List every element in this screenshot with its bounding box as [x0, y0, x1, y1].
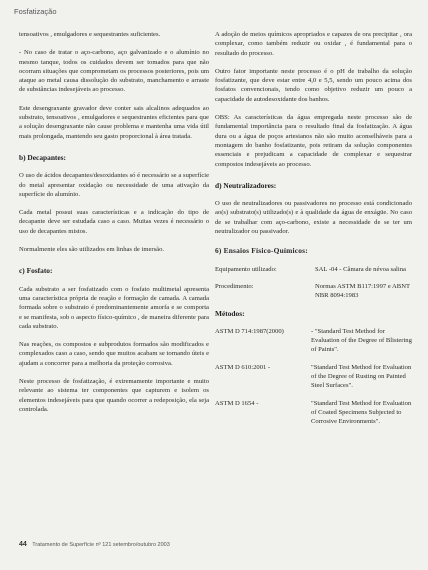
paragraph: A adoção de meios químicos apropriados e capazes de ora precipitar , ora complexar, como também reduzir ou oxidar , é fundamental para o resultado do processo.: [215, 31, 412, 57]
method-description: "Standard Test Method for Evaluation of Coated Specimens Subjected to Corrosive Environments".: [311, 399, 412, 426]
page-number: 44: [19, 541, 27, 548]
paragraph: Cada metal possui suas características e a indicação do tipo de decapante deve ser estudada caso a caso. Muitas vezes é necessário o uso de decapantes mistos.: [19, 209, 209, 235]
journal-citation: Tratamento de Superfície nº 121 setembro/outubro 2003: [32, 542, 170, 548]
paragraph: Normalmente eles são utilizados em linhas de imersão.: [19, 246, 165, 254]
equipment-row: [215, 265, 412, 274]
method-row: [215, 327, 412, 355]
equipment-value: SAL -04 - Câmara de névoa salina: [315, 265, 406, 273]
right-column: [215, 30, 412, 435]
method-row: [215, 399, 412, 427]
paragraph: - No caso de tratar o aço-carbono, aço galvanizado e o alumínio no mesmo tanque, todos os cuidados devem ser tomados para que não ocorram situações que comprometam os processos posteriores, pois um ataque ao metal causa dissolução do substrato, manchamento e arraste de substâncias indesejáveis ao processo.: [19, 49, 209, 94]
method-row: [215, 363, 412, 391]
section-heading-ensaios: 6) Ensaios Físico-Químicos:: [215, 246, 308, 256]
paragraph: Cada substrato a ser fosfatizado com o fosfato multimetal apresenta uma característica própria de reação e formação de camada. A camada formada sobre o substrato é predominantemente amorfa e se comporta e se manifesta, sob o aspecto físico-químico , de maneira diferente para cada substrato.: [19, 285, 209, 330]
paragraph: O uso de ácidos decapantes/desoxidantes só é necessário se a superfície do metal apresentar oxidação ou necessidade de uma ativação da superfície do alumínio.: [19, 172, 209, 198]
paragraph: Nas reações, os compostos e subprodutos formados são modificados e complexados caso a caso, sendo que muitos acabam se tornando úteis e ajudam a concorrer para a melhoria da proteção corrosiva.: [19, 341, 209, 367]
running-head: Fosfatização: [14, 7, 57, 16]
equipment-label: Equipamento utilizado:: [215, 265, 277, 273]
method-description: - "Standard Test Method for Evaluation of the Degree of Blistering of Paints".: [311, 327, 412, 354]
paragraph: O uso de neutralizadores ou passivadores no processo está condicionado ao(s) substrato(s) utilizado(s) e à qualidade da água de enxágüe. No caso de se trabalhar com aço-carbono, existe a necessidade de se ter um neutralizador ou passivador.: [215, 200, 412, 236]
method-description: "Standard Test Method for Evaluation of the Degree of Rusting on Painted Steel Surfaces".: [311, 363, 412, 390]
section-heading-decapantes: b) Decapantes:: [19, 152, 67, 162]
paragraph: Este desengraxante gravador deve conter sais alcalinos adequados ao substrato, tensoativos , emulgadores e sequestrantes eficientes para que a solução desengraxante não cause problema e mantenha uma vida útil mais prolongada, mantendo seu gasto proporcional à área tratada.: [19, 104, 209, 140]
paragraph: tensoativos , emulgadores e sequestrantes suficientes.: [19, 31, 161, 38]
page-footer: [19, 541, 170, 548]
methods-heading: Métodos:: [215, 308, 245, 318]
left-column: [19, 30, 209, 423]
paragraph: Neste processo de fosfatização, é extremamente importante e muito relevante ao sistema ter componentes que capturem e isolem os elementos indesejáveis para que quando ocorrer a redeposição, ela seja controlada.: [19, 378, 209, 413]
method-code: ASTM D 610:2001 -: [215, 363, 271, 371]
section-heading-neutralizadores: d) Neutralizadores:: [215, 180, 277, 190]
procedure-row: [215, 282, 412, 301]
method-code: ASTM D 1654 -: [215, 399, 259, 407]
section-heading-fosfato: c) Fosfato:: [19, 266, 53, 276]
method-code: ASTM D 714:1987(2000): [215, 327, 284, 335]
paragraph: Outro fator importante neste processo é o pH de trabalho da solução fosfatizante, que deve estar entre 4,0 e 5,5, sendo um pouco acima dos fosfatos convencionais, tendo como objetivo reduzir um pouco a capacidade de autodesoxidante dos banhos.: [215, 67, 412, 103]
paragraph: OBS: As características da água empregada neste processo são de fundamental importância para o resultado final da fosfatização. A água dura ou a água de poços artesianos não são muito aconselháveis para a montagem do banho fosfatizante, pois retiram da solução componentes essenciais e prejudicam a capacidade de complexar e sequestrar compostos indesejáveis ao processo.: [215, 114, 412, 168]
procedure-label: Procedimento:: [215, 282, 254, 290]
procedure-value: Normas ASTM B117:1997 e ABNT NBR 8094:1983: [315, 282, 410, 300]
